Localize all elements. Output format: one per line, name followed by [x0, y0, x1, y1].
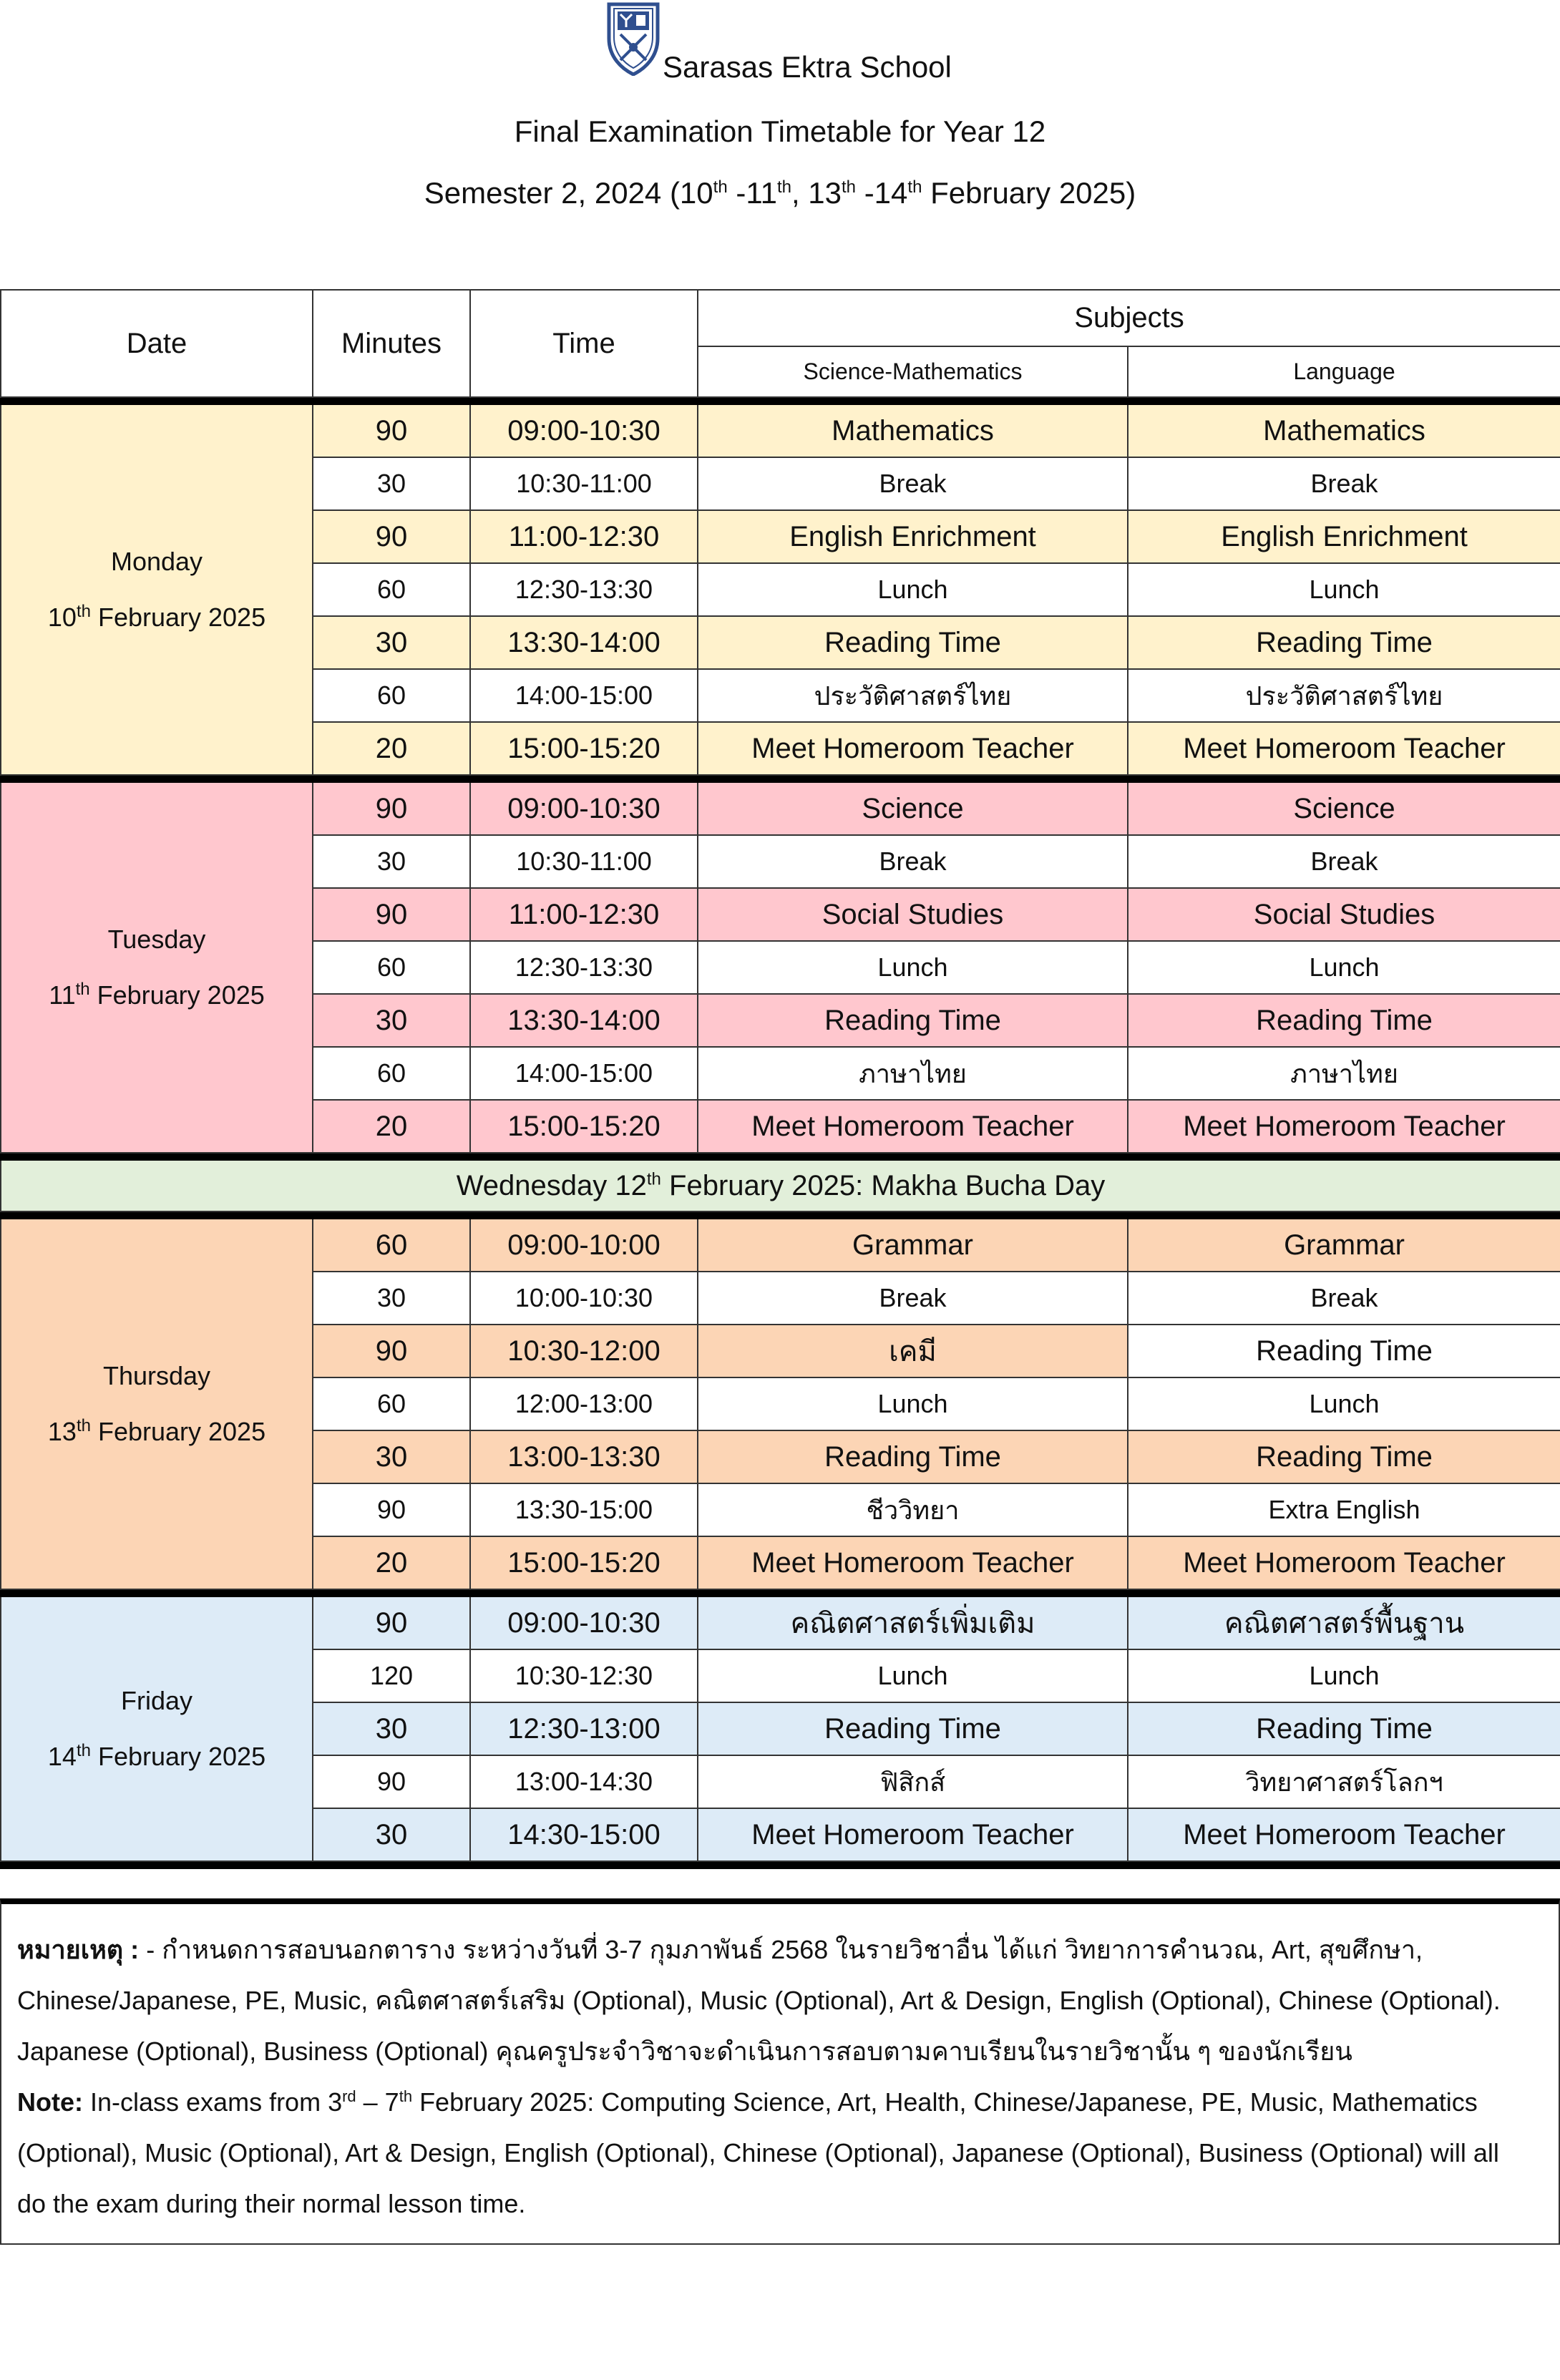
table-row — [1, 1596, 1560, 1649]
science-math-subject-cell: Mathematics — [698, 404, 1128, 457]
science-math-subject-cell: Lunch — [698, 941, 1128, 994]
table-header-row — [1, 290, 1560, 346]
language-subject-cell: Reading Time — [1128, 616, 1560, 669]
minutes-cell: 90 — [313, 782, 470, 835]
language-subject-cell: Lunch — [1128, 1649, 1560, 1702]
language-subject-cell: Meet Homeroom Teacher — [1128, 1100, 1560, 1153]
school-crest-icon — [605, 1, 662, 76]
language-subject-cell: Grammar — [1128, 1219, 1560, 1272]
day-date: 14th February 2025 — [47, 1741, 266, 1771]
time-cell: 15:00-15:20 — [470, 722, 698, 775]
table-row — [1, 1219, 1560, 1272]
science-math-subject-cell: คณิตศาสตร์เพิ่มเติม — [698, 1596, 1128, 1649]
language-subject-cell: Reading Time — [1128, 1702, 1560, 1755]
minutes-cell: 20 — [313, 1536, 470, 1589]
time-cell: 13:00-13:30 — [470, 1430, 698, 1483]
language-subject-cell: Reading Time — [1128, 1430, 1560, 1483]
minutes-cell: 20 — [313, 722, 470, 775]
time-cell: 12:30-13:00 — [470, 1702, 698, 1755]
language-subject-cell: Break — [1128, 1272, 1560, 1325]
time-cell: 11:00-12:30 — [470, 888, 698, 941]
thai-note-line-3: Japanese (Optional), Business (Optional) คุณครูประจำวิชาจะดำเนินการสอบตามคาบเรียนในรายวิชานั้น ๆ ของนักเรียน — [17, 2037, 1352, 2066]
language-subject-cell: ประวัติศาสตร์ไทย — [1128, 669, 1560, 722]
science-math-subject-cell: ประวัติศาสตร์ไทย — [698, 669, 1128, 722]
time-cell: 14:00-15:00 — [470, 669, 698, 722]
science-math-subject-cell: Social Studies — [698, 888, 1128, 941]
minutes-cell: 90 — [313, 404, 470, 457]
language-subject-cell: Mathematics — [1128, 404, 1560, 457]
school-name: Sarasas Ektra School — [663, 50, 952, 84]
column-header-time: Time — [470, 290, 698, 397]
day-name: Tuesday — [107, 925, 206, 954]
minutes-cell: 30 — [313, 835, 470, 888]
minutes-cell: 120 — [313, 1649, 470, 1702]
table-row — [1, 404, 1560, 457]
column-header-language: Language — [1128, 346, 1560, 397]
language-subject-cell: Lunch — [1128, 563, 1560, 616]
timetable-title: Final Examination Timetable for Year 12 — [514, 114, 1046, 148]
time-cell: 09:00-10:30 — [470, 1596, 698, 1649]
english-note-line-3: do the exam during their normal lesson time. — [17, 2189, 526, 2218]
day-cell-thursday — [1, 1219, 313, 1589]
language-subject-cell: Social Studies — [1128, 888, 1560, 941]
science-math-subject-cell: Meet Homeroom Teacher — [698, 1808, 1128, 1861]
science-math-subject-cell: Lunch — [698, 563, 1128, 616]
section-separator — [1, 1153, 1560, 1160]
day-name: Friday — [120, 1686, 193, 1715]
thai-note-line-1: หมายเหตุ : - กำหนดการสอบนอกตาราง ระหว่างวันที่ 3-7 กุมภาพันธ์ 2568 ในรายวิชาอื่น ได้แก่ วิทยาการคำนวณ, Art, สุขศึกษา, — [17, 1935, 1423, 1964]
minutes-cell: 90 — [313, 1483, 470, 1536]
semester-line: Semester 2, 2024 (10th -11th, 13th -14th February 2025) — [424, 176, 1136, 210]
language-subject-cell: Meet Homeroom Teacher — [1128, 722, 1560, 775]
minutes-cell: 90 — [313, 1755, 470, 1808]
science-math-subject-cell: Break — [698, 835, 1128, 888]
science-math-subject-cell: Lunch — [698, 1377, 1128, 1430]
time-cell: 09:00-10:30 — [470, 404, 698, 457]
science-math-subject-cell: Meet Homeroom Teacher — [698, 1100, 1128, 1153]
holiday-label: Wednesday 12th February 2025: Makha Bucha Day — [1, 1160, 1560, 1211]
science-math-subject-cell: Meet Homeroom Teacher — [698, 1536, 1128, 1589]
minutes-cell: 30 — [313, 1808, 470, 1861]
time-cell: 10:30-12:30 — [470, 1649, 698, 1702]
science-math-subject-cell: Break — [698, 457, 1128, 510]
minutes-cell: 60 — [313, 1219, 470, 1272]
time-cell: 11:00-12:30 — [470, 510, 698, 563]
notes-section — [0, 1898, 1560, 2245]
time-cell: 13:30-14:00 — [470, 616, 698, 669]
time-cell: 13:30-15:00 — [470, 1483, 698, 1536]
section-separator — [1, 1589, 1560, 1596]
holiday-row — [1, 1160, 1560, 1211]
science-math-subject-cell: Reading Time — [698, 994, 1128, 1047]
table-row — [1, 782, 1560, 835]
language-subject-cell: คณิตศาสตร์พื้นฐาน — [1128, 1596, 1560, 1649]
science-math-subject-cell: Break — [698, 1272, 1128, 1325]
minutes-cell: 60 — [313, 563, 470, 616]
minutes-cell: 30 — [313, 457, 470, 510]
science-math-subject-cell: เคมี — [698, 1325, 1128, 1377]
minutes-cell: 90 — [313, 888, 470, 941]
column-header-subjects: Subjects — [698, 290, 1560, 346]
column-header-science-math: Science-Mathematics — [698, 346, 1128, 397]
day-name: Monday — [110, 547, 203, 576]
day-cell-friday — [1, 1596, 313, 1861]
page-header — [0, 0, 1560, 215]
thai-note-line-2: Chinese/Japanese, PE, Music, คณิตศาสตร์เสริม (Optional), Music (Optional), Art & Design, English (Optional), Chinese (Optional). — [17, 1986, 1501, 2015]
english-note-line-2: (Optional), Music (Optional), Art & Design, English (Optional), Chinese (Optional), Japanese (Optional), Business (Optional) will all — [17, 2138, 1499, 2167]
minutes-cell: 30 — [313, 1272, 470, 1325]
language-subject-cell: English Enrichment — [1128, 510, 1560, 563]
minutes-cell: 30 — [313, 1702, 470, 1755]
time-cell: 14:00-15:00 — [470, 1047, 698, 1100]
english-note-line-1: Note: In-class exams from 3rd – 7th February 2025: Computing Science, Art, Health, Chinese/Japanese, PE, Music, Mathematics — [17, 2087, 1478, 2117]
time-cell: 12:30-13:30 — [470, 941, 698, 994]
science-math-subject-cell: Reading Time — [698, 1430, 1128, 1483]
english-note-label: Note: — [17, 2087, 83, 2117]
day-date: 11th February 2025 — [49, 980, 265, 1010]
section-separator — [1, 1861, 1560, 1868]
day-date: 13th February 2025 — [47, 1416, 266, 1446]
science-math-subject-cell: Meet Homeroom Teacher — [698, 722, 1128, 775]
minutes-cell: 90 — [313, 1596, 470, 1649]
minutes-cell: 60 — [313, 941, 470, 994]
language-subject-cell: Science — [1128, 782, 1560, 835]
time-cell: 09:00-10:00 — [470, 1219, 698, 1272]
time-cell: 13:30-14:00 — [470, 994, 698, 1047]
column-header-date: Date — [1, 290, 313, 397]
science-math-subject-cell: Grammar — [698, 1219, 1128, 1272]
language-subject-cell: Lunch — [1128, 1377, 1560, 1430]
section-separator — [1, 397, 1560, 404]
language-subject-cell: Reading Time — [1128, 994, 1560, 1047]
time-cell: 10:30-11:00 — [470, 835, 698, 888]
exam-timetable — [0, 289, 1560, 1869]
minutes-cell: 30 — [313, 994, 470, 1047]
language-subject-cell: Meet Homeroom Teacher — [1128, 1536, 1560, 1589]
minutes-cell: 60 — [313, 1377, 470, 1430]
day-cell-tuesday — [1, 782, 313, 1153]
language-subject-cell: Break — [1128, 457, 1560, 510]
time-cell: 12:30-13:30 — [470, 563, 698, 616]
section-separator — [1, 1211, 1560, 1219]
time-cell: 15:00-15:20 — [470, 1536, 698, 1589]
minutes-cell: 30 — [313, 616, 470, 669]
day-name: Thursday — [102, 1361, 211, 1390]
time-cell: 12:00-13:00 — [470, 1377, 698, 1430]
time-cell: 10:00-10:30 — [470, 1272, 698, 1325]
science-math-subject-cell: Reading Time — [698, 616, 1128, 669]
science-math-subject-cell: Lunch — [698, 1649, 1128, 1702]
language-subject-cell: Extra English — [1128, 1483, 1560, 1536]
minutes-cell: 90 — [313, 1325, 470, 1377]
time-cell: 13:00-14:30 — [470, 1755, 698, 1808]
language-subject-cell: Lunch — [1128, 941, 1560, 994]
science-math-subject-cell: Reading Time — [698, 1702, 1128, 1755]
thai-note-label: หมายเหตุ : — [17, 1935, 140, 1964]
minutes-cell: 60 — [313, 669, 470, 722]
time-cell: 14:30-15:00 — [470, 1808, 698, 1861]
language-subject-cell: Reading Time — [1128, 1325, 1560, 1377]
time-cell: 09:00-10:30 — [470, 782, 698, 835]
minutes-cell: 30 — [313, 1430, 470, 1483]
minutes-cell: 20 — [313, 1100, 470, 1153]
language-subject-cell: วิทยาศาสตร์โลกฯ — [1128, 1755, 1560, 1808]
science-math-subject-cell: Science — [698, 782, 1128, 835]
minutes-cell: 60 — [313, 1047, 470, 1100]
time-cell: 10:30-12:00 — [470, 1325, 698, 1377]
language-subject-cell: Break — [1128, 835, 1560, 888]
science-math-subject-cell: ภาษาไทย — [698, 1047, 1128, 1100]
language-subject-cell: Meet Homeroom Teacher — [1128, 1808, 1560, 1861]
minutes-cell: 90 — [313, 510, 470, 563]
science-math-subject-cell: ชีววิทยา — [698, 1483, 1128, 1536]
day-date: 10th February 2025 — [47, 602, 266, 632]
science-math-subject-cell: ฟิสิกส์ — [698, 1755, 1128, 1808]
science-math-subject-cell: English Enrichment — [698, 510, 1128, 563]
time-cell: 15:00-15:20 — [470, 1100, 698, 1153]
day-cell-monday — [1, 404, 313, 775]
column-header-minutes: Minutes — [313, 290, 470, 397]
time-cell: 10:30-11:00 — [470, 457, 698, 510]
language-subject-cell: ภาษาไทย — [1128, 1047, 1560, 1100]
section-separator — [1, 775, 1560, 782]
